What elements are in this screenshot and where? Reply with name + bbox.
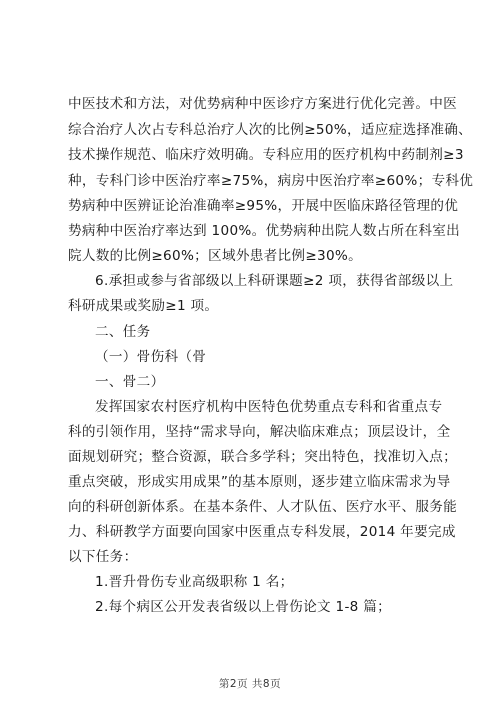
text-line: 势病种中医辨证论治准确率≥95%，开展中医临床路径管理的优	[68, 198, 459, 214]
text-line: 种，专科门诊中医治疗率≥75%，病房中医治疗率≥60%；专科优	[68, 173, 474, 189]
text-line: 向的科研创新体系。在基本条件、人才队伍、医疗水平、服务能	[68, 499, 458, 515]
text-line: 重点突破，形成实用成果”的基本原则，逐步建立临床需求为导	[68, 474, 451, 490]
list-item: 1.晋升骨伤专业高级职称 1 名；	[95, 574, 294, 590]
section-heading: 二、任务	[95, 324, 151, 340]
text-line: 综合治疗人次占专科总治疗人次的比例≥50%，适应症选择准确、	[68, 122, 473, 138]
list-item: 2.每个病区公开发表省级以上骨伤论文 1-8 篇；	[95, 599, 392, 615]
text-line: 中医技术和方法，对优势病种中医诊疗方案进行优化完善。中医	[68, 96, 458, 112]
text-line: 6.承担或参与省部级以上科研课题≥2 项，获得省部级以上	[95, 273, 454, 289]
text-line: 面规划研究；整合资源，联合多学科；突出特色，找准切入点；	[68, 449, 458, 465]
page-number-footer: 第2页 共8页	[218, 678, 282, 690]
text-line: 院人数的比例≥60%；区域外患者比例≥30%。	[68, 248, 363, 264]
text-line: 以下任务：	[68, 549, 138, 565]
text-line: 发挥国家农村医疗机构中医特色优势重点专科和省重点专	[95, 399, 443, 415]
text-line: 力、科研教学方面要向国家中医重点专科发展，2014 年要完成	[68, 524, 456, 540]
subsection-heading: （一）骨伤科（骨	[95, 349, 207, 365]
subsection-heading: 一、骨二）	[95, 374, 165, 390]
text-line: 科研成果或奖励≥1 项。	[68, 298, 219, 314]
text-line: 势病种中医治疗率达到 100%。优势病种出院人数占所在科室出	[68, 223, 461, 239]
text-line: 技术操作规范、临床疗效明确。专科应用的医疗机构中药制剂≥3	[68, 147, 464, 163]
text-line: 科的引领作用，坚持“需求导向，解决临床难点；顶层设计，全	[68, 424, 451, 440]
